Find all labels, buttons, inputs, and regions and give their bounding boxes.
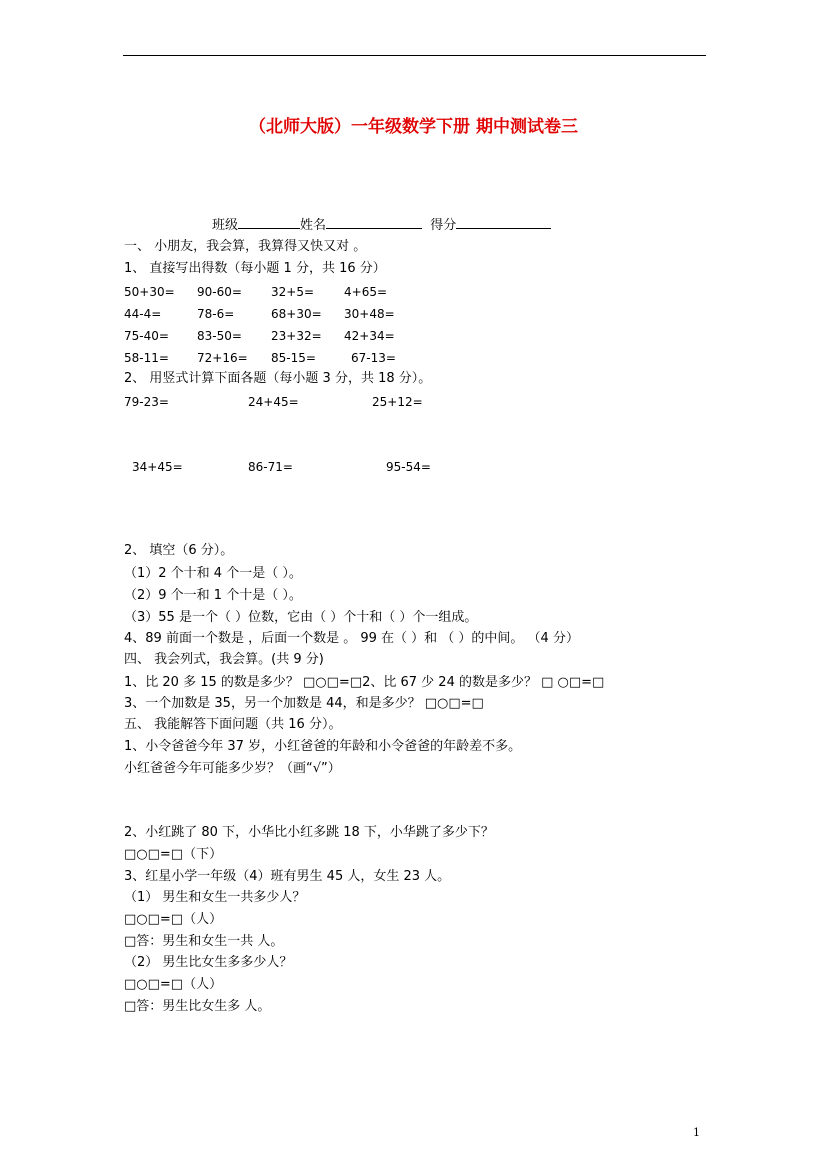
arith-cell: 42+34=: [344, 329, 395, 343]
word-problem-text: 1、小令爸爸今年 37 岁，小红爸爸的年龄和小令爸爸的年龄差不多。: [124, 739, 522, 754]
arith-cell: 72+16=: [197, 351, 248, 365]
vertical-calc: 25+12=: [372, 395, 423, 409]
fill-item: （3）55 是一个（ ）位数，它由（ ）个十和（ ）个一组成。: [124, 610, 478, 625]
answer-equation: □○□=□（下）: [124, 847, 223, 862]
arith-cell: 85-15=: [271, 351, 316, 365]
arith-cell: 4+65=: [344, 285, 388, 299]
section4-heading: 四、 我会列式，我会算。(共 9 分): [124, 652, 324, 667]
arith-cell: 44-4=: [124, 307, 162, 321]
score-blank: [456, 216, 551, 229]
word-problem-text: 小红爸爸今年可能多少岁？（画“√”）: [124, 761, 341, 776]
word-problem-text: 2、小红跳了 80 下，小华比小红多跳 18 下，小华跳了多少下？: [124, 825, 494, 840]
class-label: 班级: [212, 218, 239, 233]
equation-item: 3、一个加数是 35，另一个加数是 44，和是多少？ □○□=□: [124, 696, 484, 711]
vertical-calc: 34+45=: [132, 460, 183, 474]
answer-sentence: □答：男生和女生一共 人。: [124, 934, 284, 949]
name-label: 姓名: [300, 218, 327, 233]
arith-cell: 23+32=: [271, 329, 322, 343]
name-blank: [326, 216, 422, 229]
arith-cell: 83-50=: [197, 329, 242, 343]
arith-cell: 58-11=: [124, 351, 169, 365]
arith-cell: 68+30=: [271, 307, 322, 321]
fill-item: （1）2 个十和 4 个一是（ ）。: [124, 566, 302, 581]
arith-cell: 30+48=: [344, 307, 395, 321]
arith-cell: 32+5=: [271, 285, 315, 299]
q2-heading: 2、 用竖式计算下面各题（每小题 3 分，共 18 分）。: [124, 371, 432, 386]
sub-question: （2） 男生比女生多多少人？: [124, 955, 293, 970]
vertical-calc: 86-71=: [248, 460, 293, 474]
score-label: 得分: [430, 218, 457, 233]
class-blank: [238, 216, 300, 229]
vertical-calc: 79-23=: [124, 395, 169, 409]
arith-cell: 50+30=: [124, 285, 175, 299]
answer-sentence: □答：男生比女生多 人。: [124, 999, 271, 1014]
q1-heading: 1、 直接写出得数（每小题 1 分，共 16 分）: [124, 261, 386, 276]
vertical-calc: 24+45=: [248, 395, 299, 409]
header-rule: [123, 55, 706, 56]
arith-cell: 67-13=: [351, 351, 396, 365]
answer-equation: □○□=□（人）: [124, 977, 223, 992]
word-problem-text: 3、红星小学一年级（4）班有男生 45 人，女生 23 人。: [124, 869, 451, 884]
section2-heading: 2、 填空（6 分）。: [124, 543, 234, 558]
arith-cell: 78-6=: [197, 307, 235, 321]
arith-cell: 90-60=: [197, 285, 242, 299]
page-title: （北师大版）一年级数学下册 期中测试卷三: [249, 117, 578, 137]
section5-heading: 五、 我能解答下面问题（共 16 分）。: [124, 717, 342, 732]
equation-item: 1、比 20 多 15 的数是多少？ □○□=□2、比 67 少 24 的数是多少？ □ ○□=□: [124, 675, 605, 690]
section1-heading: 一、 小朋友，我会算，我算得又快又对 。: [124, 239, 367, 254]
student-info-line: [212, 216, 551, 234]
fill-item: （2）9 个一和 1 个十是（ ）。: [124, 588, 302, 603]
arith-cell: 75-40=: [124, 329, 169, 343]
vertical-calc: 95-54=: [386, 460, 431, 474]
fill-item: 4、89 前面一个数是 ，后面一个数是 。 99 在（ ）和 （ ）的中间。 （4 分）: [124, 631, 579, 646]
sub-question: （1） 男生和女生一共多少人？: [124, 890, 306, 905]
answer-equation: □○□=□（人）: [124, 912, 223, 927]
page-number: 1: [693, 1126, 700, 1139]
